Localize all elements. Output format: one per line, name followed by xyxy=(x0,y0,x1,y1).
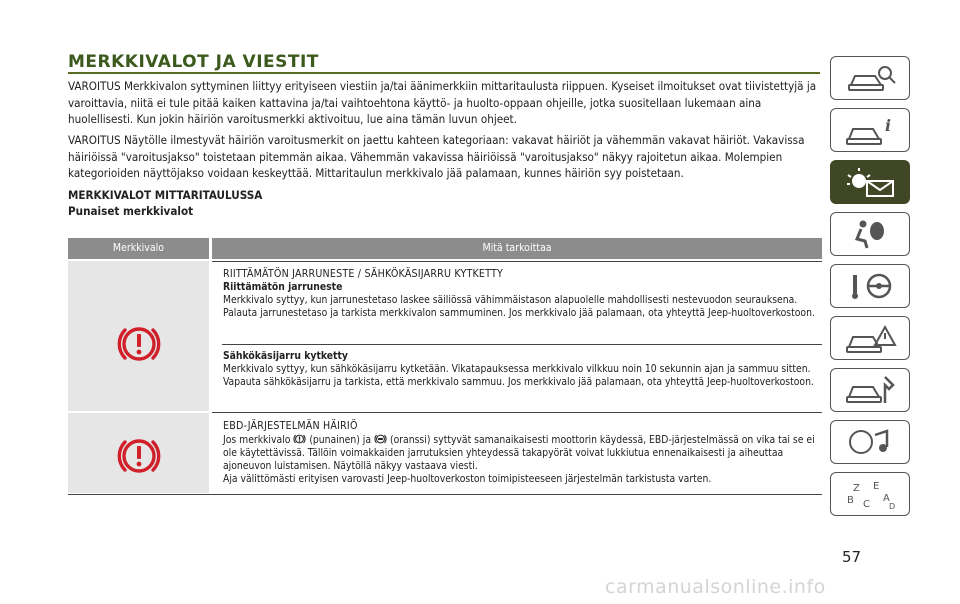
chapter-tab-multimedia[interactable] xyxy=(830,420,910,464)
svg-text:E: E xyxy=(873,481,880,492)
car-service-icon xyxy=(845,375,897,405)
icon-cell-brake xyxy=(68,261,209,411)
row1-sub1-text: Merkkivalo syttyy, kun jarrunestetaso laskee säiliössä vähimmäistason alapuolelle mahdollisesti nestevuodon seurauksena. Palauta jarrunestetaso ja tarkista merkkivalon sammuminen. Jos merkkivalo jää palamaan, ota yhteyttä Jeep-huoltoverkostoon. xyxy=(223,293,815,319)
warning-paragraph-2: VAROITUS Näytölle ilmestyvät häiriön varoitusmerkit on jaettu kahteen kategoriaan: vakavat häiriöt ja vähemmän vakavat häiriöt. Vakavissa häiriöissä "varoitusjakso" toistetaan pitemmän aikaa. Vähemmän vakavissa häiriöissä "varoitusjakso" näkyy rajoitetun aikaa. Molempien kategorioiden näyttöjakso voidaan keskeyttää. Mittaritaulun merkkivalo jää palamaan, kunnes häiriön syy poistetaan. xyxy=(68,133,805,180)
table-header-indicator: Merkkivalo xyxy=(68,238,209,259)
row1-sub2-title: Sähkökäsijarru kytketty xyxy=(223,350,348,362)
table-bottom-rule xyxy=(68,494,822,495)
chapter-tab-safety[interactable] xyxy=(830,212,910,256)
chapter-tab-warning-lights[interactable] xyxy=(830,160,910,204)
svg-text:Z: Z xyxy=(853,483,860,494)
row-divider xyxy=(212,261,822,262)
chapter-tab-car-info[interactable] xyxy=(830,108,910,152)
title-rule xyxy=(68,72,820,74)
watermark: carmanualsonline.info xyxy=(605,576,826,598)
music-nav-icon xyxy=(845,427,897,457)
subheading: Punaiset merkkivalot xyxy=(68,204,194,218)
icon-cell-ebd xyxy=(68,413,209,493)
svg-text:B: B xyxy=(847,495,854,506)
sub-row-divider xyxy=(222,344,822,345)
svg-text:C: C xyxy=(863,499,870,509)
car-emergency-icon xyxy=(845,323,897,353)
row2-body xyxy=(223,433,819,473)
svg-text:i: i xyxy=(885,116,892,135)
row1-caption: RIITTÄMÄTÖN JARRUNESTE / SÄHKÖKÄSIJARRU KYTKETTY xyxy=(223,268,504,280)
warning-light-message-icon xyxy=(845,167,897,197)
chapter-tab-service[interactable] xyxy=(830,368,910,412)
car-search-icon xyxy=(845,63,897,93)
row2-caption: EBD-JÄRJESTELMÄN HÄIRIÖ xyxy=(223,420,358,432)
row2-text-a: Jos merkkivalo xyxy=(223,433,291,446)
warning-paragraph-1: VAROITUS Merkkivalon syttyminen liittyy erityiseen viestiin ja/tai äänimerkkiin mittaritaulusta riippuen. Kyseiset ilmoitukset ovat tiivistettyjä ja varoittavia, niitä ei tule pitää kaiken kattavina ja/tai vaihtoehtona käyttö- ja huolto-oppaan ohjeille, jotka suositellaan lukemaan aina huolellisesti. Kun jokin häiriön varoitusmerkki aktivoituu, lue aina tämän luvun ohjeet. xyxy=(68,79,817,126)
ebd-warning-icon xyxy=(116,433,162,479)
table-header-meaning: Mitä tarkoittaa xyxy=(212,238,822,259)
row-divider xyxy=(212,412,822,413)
page-number: 57 xyxy=(842,548,862,566)
brake-warning-inline-icon xyxy=(293,433,306,445)
chapter-tab-index[interactable] xyxy=(830,472,910,516)
svg-text:D: D xyxy=(889,502,896,509)
row2-text xyxy=(223,420,819,486)
abs-warning-inline-icon xyxy=(374,433,387,445)
airbag-person-icon xyxy=(845,219,897,249)
chapter-tab-driving[interactable] xyxy=(830,264,910,308)
car-info-icon xyxy=(845,115,897,145)
wrench-steering-icon xyxy=(845,271,897,301)
svg-text:A: A xyxy=(883,493,890,504)
page-title: MERKKIVALOT JA VIESTIT xyxy=(68,52,319,72)
row1-sub2-text: Merkkivalo syttyy, kun sähkökäsijarru kytketään. Vikatapauksessa merkkivalo vilkkuu noin 10 sekunnin ajan ja sammuu sitten. Vapauta sähkökäsijarru ja tarkista, että merkkivalo sammuu. Jos merkkivalo jää palamaan, ota yhteyttä Jeep-huoltoverkostoon. xyxy=(223,362,814,388)
alphabet-index-icon xyxy=(845,479,897,509)
row2-text-d: Aja välittömästi erityisen varovasti Jeep-huoltoverkoston toimipisteeseen järjestelmän tarkistusta varten. xyxy=(223,472,712,485)
row1-sub1-title: Riittämätön jarruneste xyxy=(223,280,343,293)
chapter-tab-emergency[interactable] xyxy=(830,316,910,360)
chapter-tab-car-search[interactable] xyxy=(830,56,910,100)
row2-text-c: (oranssi) syttyvät samanaikaisesti moottorin käydessä, EBD-järjestelmässä on vika tai se ei ole käytettävissä. Tällöin voimakkaiden jarrutuksien yhteydessä takapyörät voivat lukkiutua ennenaikaisesti ja aiheuttaa ajoneuvon luistamisen. Näytöllä näkyy vastaava viesti. xyxy=(223,433,815,472)
row1-text xyxy=(223,268,819,320)
row1-text-part2 xyxy=(223,350,819,389)
brake-warning-icon xyxy=(116,321,162,367)
row2-text-b: (punainen) ja xyxy=(309,433,372,446)
section-heading: MERKKIVALOT MITTARITAULUSSA xyxy=(68,188,263,202)
